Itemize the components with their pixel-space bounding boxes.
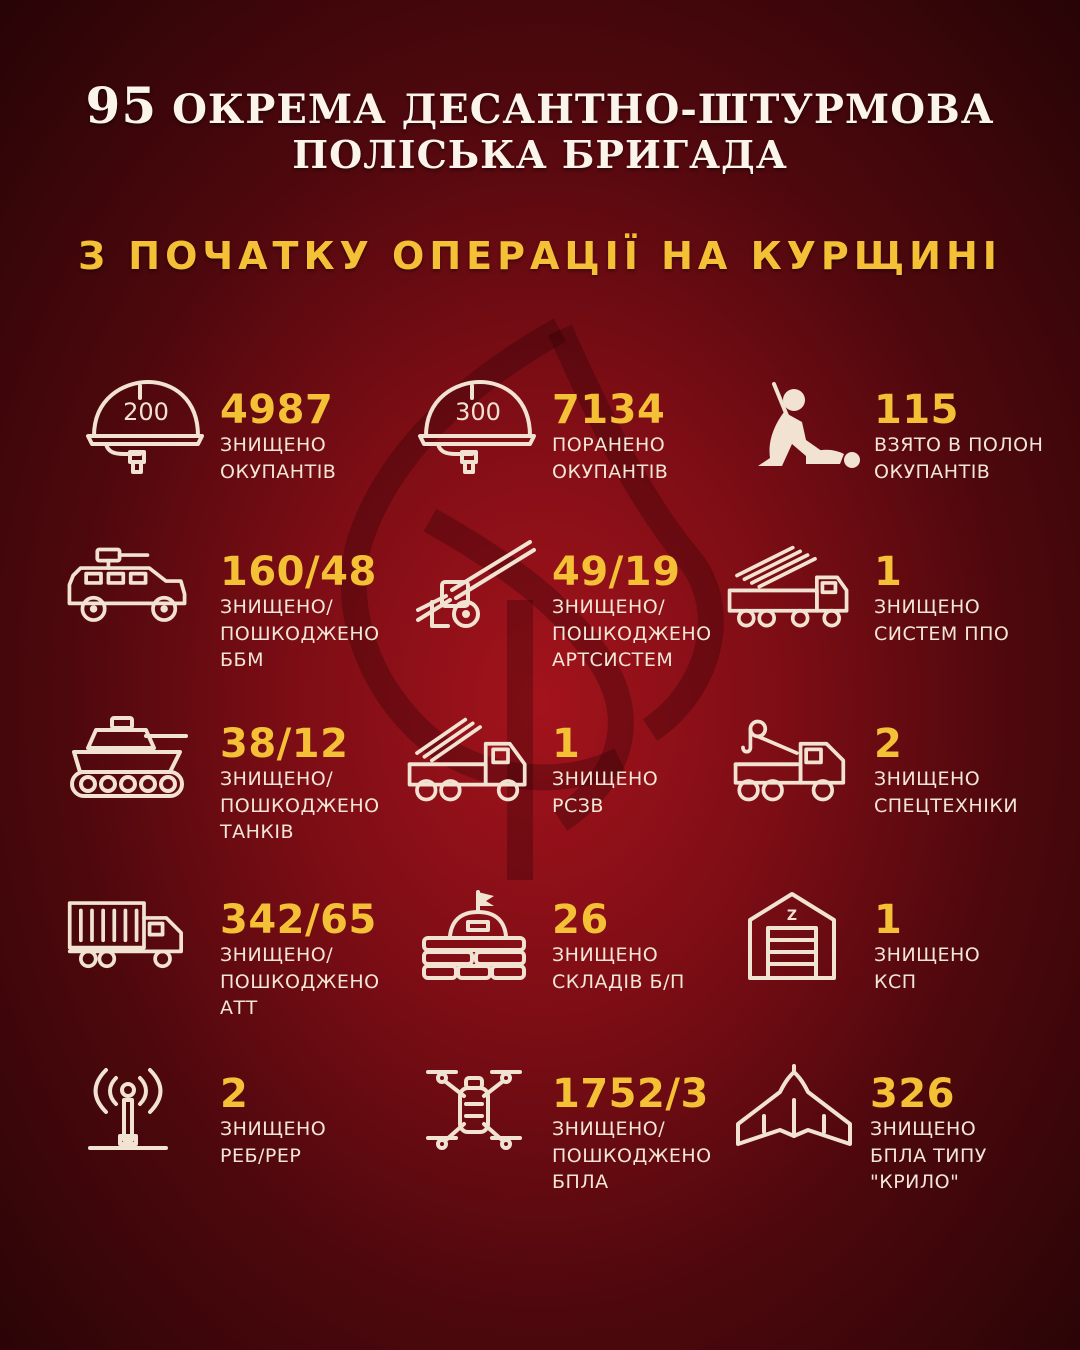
brigade-number: 95: [85, 76, 158, 135]
stat-label: ЗНИЩЕНО/ ПОШКОДЖЕНО АТТ: [220, 944, 380, 1019]
stat-tanks: [66, 712, 396, 872]
tank-icon: [66, 712, 196, 822]
page-title-line2: ПОЛІСЬКА БРИГАДА: [292, 132, 788, 177]
stat-label: ЗНИЩЕНО/ ПОШКОДЖЕНО БПЛА: [552, 1118, 712, 1193]
stat-label: ВЗЯТО В ПОЛОН ОКУПАНТІВ: [874, 434, 1044, 483]
quadcopter-drone-icon: [420, 1062, 550, 1172]
stat-value: 160/48: [220, 549, 377, 595]
command-post-icon: [744, 888, 874, 998]
stat-armored-vehicles: [62, 540, 392, 700]
stat-wing-drones: [734, 1062, 1064, 1222]
svg-text:300: 300: [455, 398, 501, 426]
stat-label: ЗНИЩЕНО СКЛАДІВ Б/П: [552, 944, 685, 993]
svg-text:Z: Z: [786, 908, 798, 924]
wing-drone-icon: [734, 1062, 864, 1172]
ammo-depot-icon: [420, 888, 550, 998]
stat-artillery: [412, 540, 742, 700]
stat-captured: [744, 378, 1074, 538]
page-title-line1: [0, 76, 1080, 135]
stat-value: 1: [874, 897, 903, 943]
page-subtitle: З ПОЧАТКУ ОПЕРАЦІЇ НА КУРЩИНІ: [78, 234, 1002, 278]
stat-label: ЗНИЩЕНО СПЕЦТЕХНІКИ: [874, 768, 1019, 817]
stat-killed: [80, 378, 410, 538]
stat-command-post: [744, 888, 1074, 1048]
stat-value: 4987: [220, 387, 334, 433]
air-defense-truck-icon: [724, 540, 854, 650]
stat-value: 2: [874, 721, 903, 767]
stat-label: ЗНИЩЕНО/ ПОШКОДЖЕНО АРТСИСТЕМ: [552, 596, 712, 671]
stat-label: ПОРАНЕНО ОКУПАНТІВ: [552, 434, 669, 483]
stat-vehicles: [66, 888, 396, 1048]
stat-ew-systems: [86, 1062, 416, 1222]
stat-value: 1: [552, 721, 581, 767]
stat-label: ЗНИЩЕНО/ ПОШКОДЖЕНО ББМ: [220, 596, 380, 671]
stat-value: 2: [220, 1071, 249, 1117]
stat-label: ЗНИЩЕНО ОКУПАНТІВ: [220, 434, 337, 483]
stat-label: ЗНИЩЕНО РЕБ/РЕР: [220, 1118, 327, 1167]
stat-special-equipment: [730, 712, 1060, 872]
stat-value: 1752/3: [552, 1071, 709, 1117]
title-text: ОКРЕМА ДЕСАНТНО-ШТУРМОВА: [172, 86, 995, 133]
radio-antenna-icon: [86, 1062, 216, 1172]
stat-label: ЗНИЩЕНО КСП: [874, 944, 981, 993]
stat-air-defense: [724, 540, 1054, 700]
helmet-300-icon: [412, 378, 542, 488]
stat-value: 38/12: [220, 721, 349, 767]
stat-ammo-depots: [420, 888, 750, 1048]
stat-value: 49/19: [552, 549, 681, 595]
stat-label: ЗНИЩЕНО СИСТЕМ ППО: [874, 596, 1010, 645]
stat-drones: [420, 1062, 750, 1222]
stat-value: 26: [552, 897, 609, 943]
stat-label: ЗНИЩЕНО/ ПОШКОДЖЕНО ТАНКІВ: [220, 768, 380, 843]
armored-vehicle-icon: [62, 540, 192, 650]
stat-mlrs: [404, 712, 734, 872]
svg-text:200: 200: [123, 398, 169, 426]
stat-label: ЗНИЩЕНО РСЗВ: [552, 768, 659, 817]
stat-value: 342/65: [220, 897, 377, 943]
cargo-truck-icon: [66, 888, 196, 998]
stat-value: 326: [870, 1071, 955, 1117]
mlrs-truck-icon: [404, 712, 534, 822]
stat-label: ЗНИЩЕНО БПЛА ТИПУ "КРИЛО": [870, 1118, 987, 1193]
stat-value: 7134: [552, 387, 666, 433]
prisoner-icon: [744, 378, 874, 488]
crane-truck-icon: [730, 712, 860, 822]
stat-value: 1: [874, 549, 903, 595]
stat-wounded: [412, 378, 742, 538]
stat-value: 115: [874, 387, 959, 433]
helmet-200-icon: [80, 378, 210, 488]
artillery-icon: [412, 540, 542, 650]
